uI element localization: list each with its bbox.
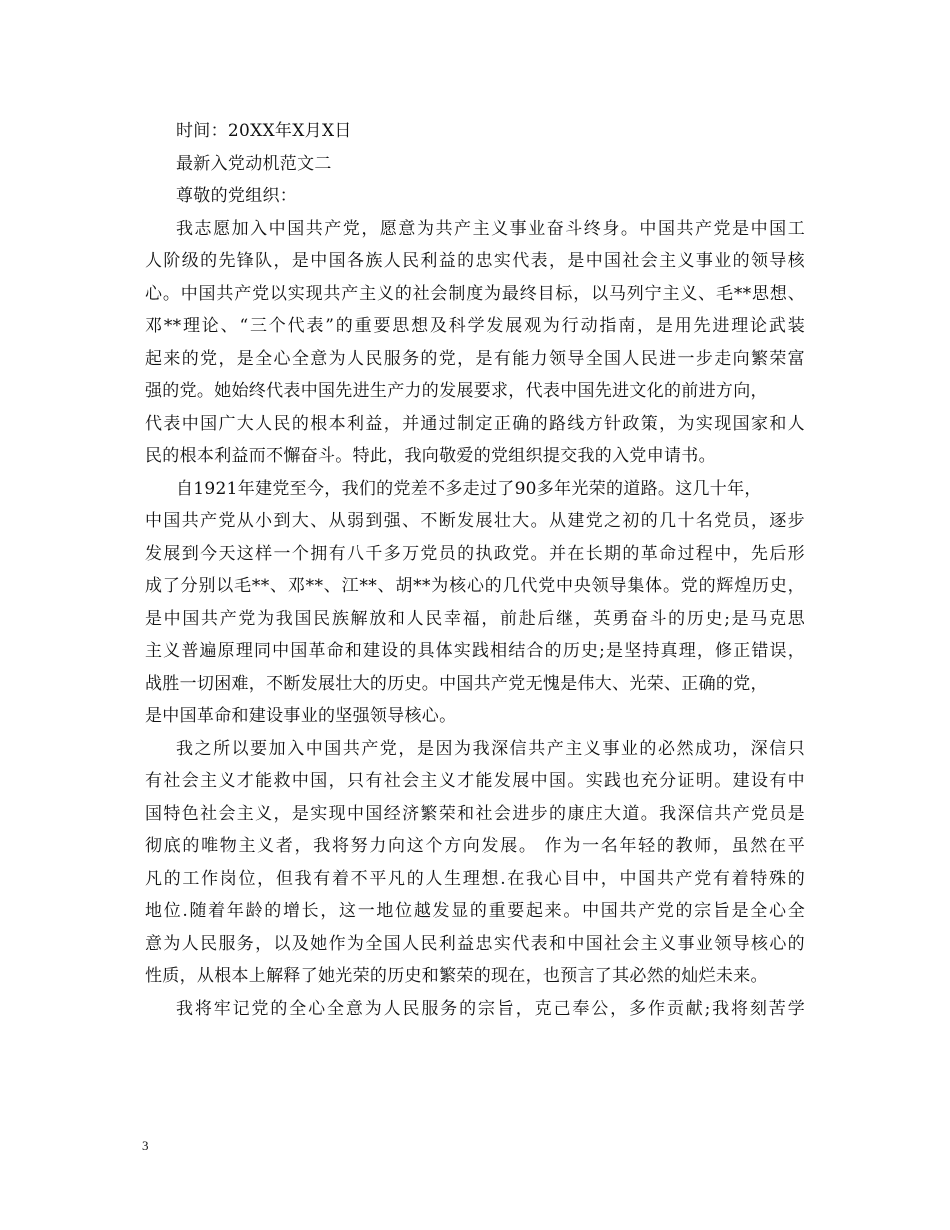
paragraph-line: 发展到今天这样一个拥有八千多万党员的执政党。并在长期的革命过程中，先后形 [145, 543, 805, 564]
paragraph-line: 我将牢记党的全心全意为人民服务的宗旨，克己奉公，多作贡献;我将刻苦学 [176, 998, 805, 1019]
paragraph-4 [145, 993, 805, 1026]
paragraph-line: 强的党。她始终代表中国先进生产力的发展要求，代表中国先进文化的前进方向， [145, 381, 768, 401]
paragraph-line: 是中国共产党为我国民族解放和人民幸福，前赴后继，英勇奋斗的历史;是马克思 [145, 608, 805, 629]
paragraph-line: 人阶级的先锋队，是中国各族人民利益的忠实代表，是中国社会主义事业的领导核 [145, 251, 805, 271]
paragraph-line: 我志愿加入中国共产党，愿意为共产主义事业奋斗终身。中国共产党是中国工 [176, 218, 805, 239]
paragraph-line: 地位.随着年龄的增长，这一地位越发显的重要起来。中国共产党的宗旨是全心全 [145, 901, 805, 921]
paragraph-line: 心。中国共产党以实现共产主义的社会制度为最终目标，以马列宁主义、毛**思想、 [145, 283, 805, 304]
paragraph-line: 成了分别以毛**、邓**、江**、胡**为核心的几代党中央领导集体。党的辉煌历史， [145, 576, 805, 596]
paragraph-line: 彻底的唯物主义者，我将努力向这个方向发展。 作为一名年轻的教师，虽然在平 [145, 836, 805, 856]
document-title: 最新入党动机范文二 [176, 153, 332, 174]
paragraph-line: 是中国革命和建设事业的坚强领导核心。 [145, 706, 457, 726]
paragraph-line: 民的根本利益而不懈奋斗。特此，我向敬爱的党组织提交我的入党申请书。 [145, 446, 716, 466]
paragraph-3 [145, 733, 805, 993]
paragraph-line: 凡的工作岗位，但我有着不平凡的人生理想.在我心目中，中国共产党有着特殊的 [145, 868, 805, 889]
paragraph-line: 中国共产党从小到大、从弱到强、不断发展壮大。从建党之初的几十名党员，逐步 [145, 511, 805, 531]
paragraph-line: 自1921年建党至今，我们的党差不多走过了90多年光荣的道路。这几十年， [176, 478, 762, 499]
paragraph-line: 国特色社会主义，是实现中国经济繁荣和社会进步的康庄大道。我深信共产党员是 [145, 803, 805, 824]
paragraph-line: 我之所以要加入中国共产党，是因为我深信共产主义事业的必然成功，深信只 [176, 738, 805, 759]
page-number: 3 [142, 1138, 149, 1153]
paragraph-line: 意为人民服务，以及她作为全国人民利益忠实代表和中国社会主义事业领导核心的 [145, 933, 805, 954]
paragraph-line: 性质，从根本上解释了她光荣的历史和繁荣的现在，也预言了其必然的灿烂未来。 [145, 966, 768, 986]
paragraph-line: 起来的党，是全心全意为人民服务的党，是有能力领导全国人民进一步走向繁荣富 [145, 348, 805, 369]
date-line: 时间：20XX年X月X日 [176, 121, 352, 141]
salutation: 尊敬的党组织： [176, 186, 298, 206]
paragraph-2 [145, 473, 805, 733]
paragraph-line: 有社会主义才能救中国，只有社会主义才能发展中国。实践也充分证明。建设有中 [145, 771, 805, 791]
document-body [145, 115, 805, 1025]
paragraph-1 [145, 213, 805, 473]
paragraph-line: 主义普遍原理同中国革命和建设的具体实践相结合的历史;是坚持真理，修正错误， [145, 641, 805, 661]
paragraph-line: 代表中国广大人民的根本利益，并通过制定正确的路线方针政策，为实现国家和人 [145, 413, 805, 434]
paragraph-line: 战胜一切困难，不断发展壮大的历史。中国共产党无愧是伟大、光荣、正确的党， [145, 673, 768, 694]
paragraph-line: 邓**理论、“三个代表”的重要思想及科学发展观为行动指南，是用先进理论武装 [145, 316, 805, 336]
